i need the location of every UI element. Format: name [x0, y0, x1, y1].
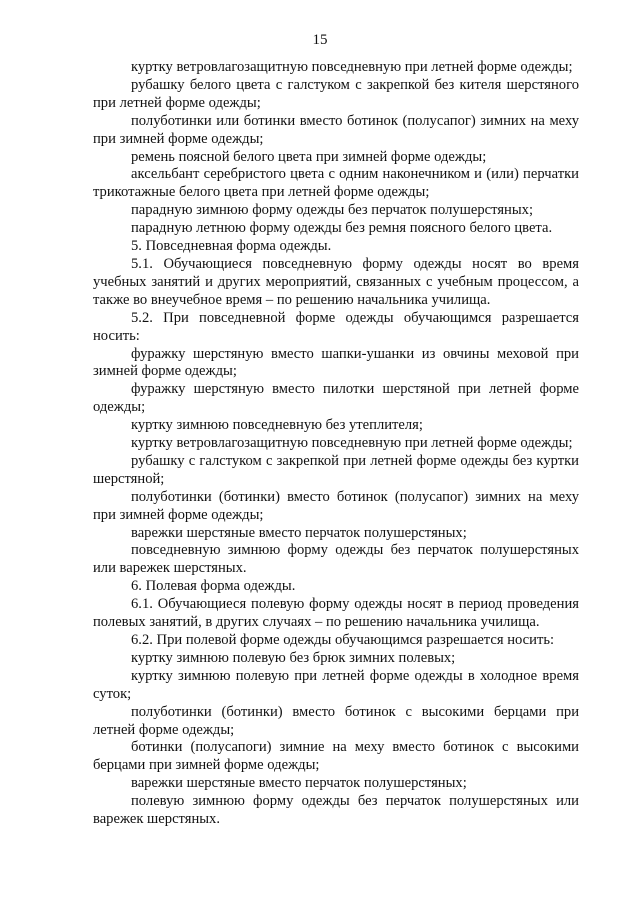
paragraph: ремень поясной белого цвета при зимней форме одежды; [131, 148, 487, 165]
paragraph: 6.2. При полевой форме одежды обучающимся разрешается носить: [131, 632, 555, 648]
paragraph: варежки шерстяные вместо перчаток полушерстяных; [131, 524, 467, 541]
paragraph: полуботинки или ботинки вместо ботинок (полусапог) зимних на меху при зимней форме одежды; [93, 112, 579, 147]
page-number: 15 [312, 32, 328, 48]
paragraph: 5.1. Обучающиеся повседневную форму одежды носят во время учебных занятий и других мероприятий, связанных с учебным процессом, а также во внеучебное время – по решению начальника училища. [93, 255, 579, 308]
paragraph: варежки шерстяные вместо перчаток полушерстяных; [131, 775, 467, 792]
section-heading: 6. Полевая форма одежды. [131, 578, 296, 595]
paragraph: рубашку белого цвета с галстуком с закрепкой без кителя шерстяного при летней форме одежды; [93, 76, 579, 111]
section-heading: 5. Повседневная форма одежды. [131, 238, 332, 255]
paragraph: полуботинки (ботинки) вместо ботинок с высокими берцами при летней форме одежды; [93, 703, 579, 738]
document-body [93, 59, 579, 829]
paragraph: куртку ветровлагозащитную повседневную при летней форме одежды; [131, 59, 573, 75]
paragraph: куртку зимнюю повседневную без утеплителя; [131, 417, 423, 434]
paragraph: парадную летнюю форму одежды без ремня поясного белого цвета. [131, 220, 553, 237]
paragraph: куртку зимнюю полевую без брюк зимних полевых; [131, 649, 456, 666]
paragraph: повседневную зимнюю форму одежды без перчаток полушерстяных или варежек шерстяных. [93, 542, 579, 577]
paragraph: полуботинки (ботинки) вместо ботинок (полусапог) зимних на меху при зимней форме одежды; [93, 488, 579, 523]
paragraph: полевую зимнюю форму одежды без перчаток полушерстяных или варежек шерстяных. [93, 793, 579, 828]
paragraph: ботинки (полусапоги) зимние на меху вместо ботинок с высокими берцами при зимней форме одежды; [93, 739, 579, 774]
paragraph: фуражку шерстяную вместо пилотки шерстяной при летней форме одежды; [93, 381, 579, 416]
paragraph: рубашку с галстуком с закрепкой при летней форме одежды без куртки шерстяной; [93, 452, 579, 487]
paragraph: куртку ветровлагозащитную повседневную при летней форме одежды; [131, 435, 573, 452]
paragraph: 6.1. Обучающиеся полевую форму одежды носят в период проведения полевых занятий, в других случаях – по решению начальника училища. [93, 596, 579, 631]
paragraph: парадную зимнюю форму одежды без перчаток полушерстяных; [131, 202, 533, 219]
paragraph: куртку зимнюю полевую при летней форме одежды в холодное время суток; [93, 667, 579, 702]
paragraph: фуражку шерстяную вместо шапки-ушанки из овчины меховой при зимней форме одежды; [93, 345, 579, 380]
paragraph: 5.2. При повседневной форме одежды обучающимся разрешается носить: [93, 309, 579, 344]
paragraph: аксельбант серебристого цвета с одним наконечником и (или) перчатки трикотажные белого цвета при летней форме одежды; [93, 166, 579, 201]
